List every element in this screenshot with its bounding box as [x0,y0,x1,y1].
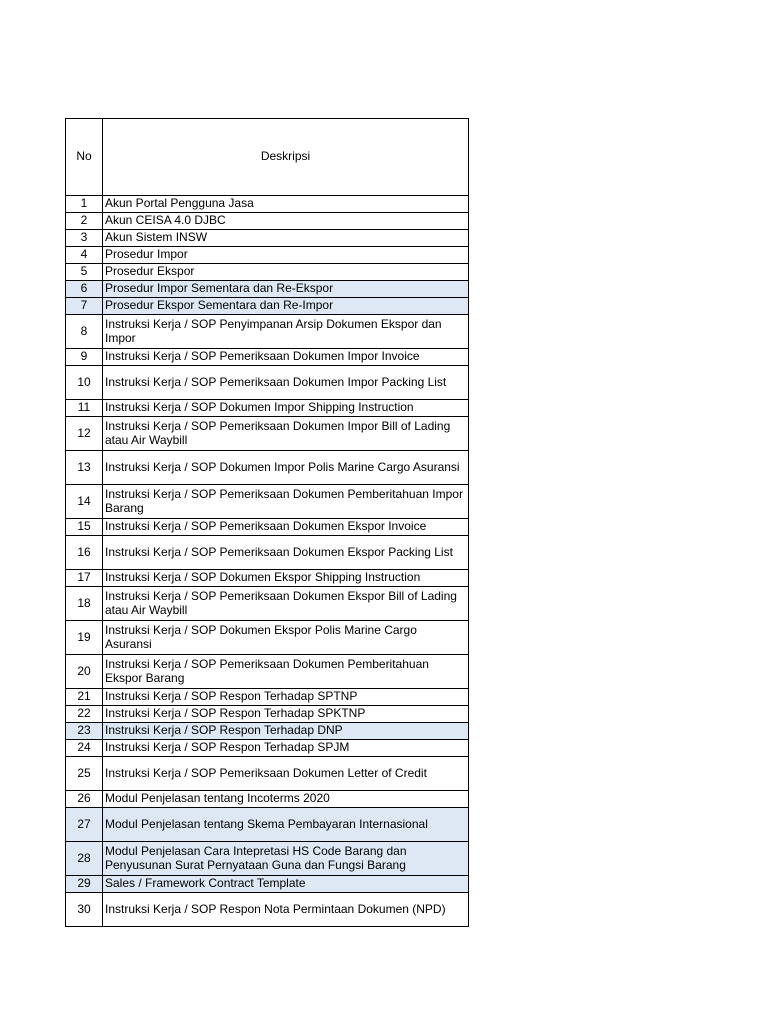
row-description: Instruksi Kerja / SOP Pemeriksaan Dokumen Impor Invoice [103,349,469,366]
row-number: 29 [66,876,103,893]
table-row [66,230,469,247]
table-row [66,893,469,927]
table-row [66,655,469,689]
table-row [66,349,469,366]
row-number: 30 [66,893,103,927]
row-description: Prosedur Ekspor Sementara dan Re-Impor [103,298,469,315]
row-description: Instruksi Kerja / SOP Respon Terhadap SPJM [103,740,469,757]
row-number: 24 [66,740,103,757]
row-number: 10 [66,366,103,400]
document-table [65,118,469,927]
row-number: 2 [66,213,103,230]
row-description: Sales / Framework Contract Template [103,876,469,893]
table-row [66,689,469,706]
row-description: Instruksi Kerja / SOP Dokumen Impor Shipping Instruction [103,400,469,417]
table-row [66,876,469,893]
row-number: 6 [66,281,103,298]
row-description: Modul Penjelasan tentang Incoterms 2020 [103,791,469,808]
table-row [66,315,469,349]
row-description: Instruksi Kerja / SOP Pemeriksaan Dokumen Pemberitahuan Impor Barang [103,485,469,519]
row-number: 9 [66,349,103,366]
row-description: Instruksi Kerja / SOP Dokumen Ekspor Shipping Instruction [103,570,469,587]
row-number: 17 [66,570,103,587]
row-description: Akun Sistem INSW [103,230,469,247]
row-description: Instruksi Kerja / SOP Pemeriksaan Dokumen Impor Bill of Lading atau Air Waybill [103,417,469,451]
table-row [66,400,469,417]
table-row [66,417,469,451]
row-number: 14 [66,485,103,519]
row-number: 7 [66,298,103,315]
row-number: 15 [66,519,103,536]
row-number: 4 [66,247,103,264]
row-description: Instruksi Kerja / SOP Pemeriksaan Dokumen Ekspor Packing List [103,536,469,570]
row-number: 20 [66,655,103,689]
table-row [66,213,469,230]
row-description: Instruksi Kerja / SOP Dokumen Impor Polis Marine Cargo Asuransi [103,451,469,485]
row-description: Prosedur Impor [103,247,469,264]
table-row [66,196,469,213]
table-row [66,485,469,519]
row-number: 11 [66,400,103,417]
table-row [66,842,469,876]
row-description: Modul Penjelasan tentang Skema Pembayaran Internasional [103,808,469,842]
table-row [66,570,469,587]
header-no: No [66,119,103,196]
row-description: Instruksi Kerja / SOP Respon Terhadap SPTNP [103,689,469,706]
table-row [66,587,469,621]
row-description: Akun Portal Pengguna Jasa [103,196,469,213]
table-row [66,706,469,723]
row-description: Instruksi Kerja / SOP Pemeriksaan Dokumen Pemberitahuan Ekspor Barang [103,655,469,689]
row-description: Prosedur Impor Sementara dan Re-Ekspor [103,281,469,298]
table-row [66,264,469,281]
row-description: Modul Penjelasan Cara Intepretasi HS Code Barang dan Penyusunan Surat Pernyataan Guna dan Fungsi Barang [103,842,469,876]
row-description: Akun CEISA 4.0 DJBC [103,213,469,230]
row-description: Instruksi Kerja / SOP Respon Terhadap DNP [103,723,469,740]
table-row [66,740,469,757]
row-number: 18 [66,587,103,621]
row-number: 23 [66,723,103,740]
row-number: 26 [66,791,103,808]
table-row [66,621,469,655]
row-number: 28 [66,842,103,876]
row-description: Instruksi Kerja / SOP Pemeriksaan Dokumen Ekspor Invoice [103,519,469,536]
row-number: 19 [66,621,103,655]
table-row [66,757,469,791]
table-row [66,536,469,570]
row-number: 5 [66,264,103,281]
table-row [66,281,469,298]
row-number: 8 [66,315,103,349]
row-description: Instruksi Kerja / SOP Respon Terhadap SPKTNP [103,706,469,723]
table-row [66,791,469,808]
table-row [66,247,469,264]
row-description: Instruksi Kerja / SOP Respon Nota Permintaan Dokumen (NPD) [103,893,469,927]
table-body [66,119,469,927]
row-number: 16 [66,536,103,570]
row-description: Instruksi Kerja / SOP Pemeriksaan Dokumen Impor Packing List [103,366,469,400]
table-row [66,519,469,536]
table-row [66,723,469,740]
row-description: Prosedur Ekspor [103,264,469,281]
row-number: 13 [66,451,103,485]
table-row [66,366,469,400]
row-description: Instruksi Kerja / SOP Pemeriksaan Dokumen Letter of Credit [103,757,469,791]
row-number: 3 [66,230,103,247]
row-number: 22 [66,706,103,723]
row-number: 12 [66,417,103,451]
table-row [66,451,469,485]
row-number: 1 [66,196,103,213]
row-number: 21 [66,689,103,706]
header-description: Deskripsi [103,119,469,196]
table-header-row [66,119,469,196]
row-description: Instruksi Kerja / SOP Dokumen Ekspor Polis Marine Cargo Asuransi [103,621,469,655]
table-row [66,808,469,842]
table-row [66,298,469,315]
row-description: Instruksi Kerja / SOP Penyimpanan Arsip Dokumen Ekspor dan Impor [103,315,469,349]
row-number: 25 [66,757,103,791]
row-number: 27 [66,808,103,842]
row-description: Instruksi Kerja / SOP Pemeriksaan Dokumen Ekspor Bill of Lading atau Air Waybill [103,587,469,621]
